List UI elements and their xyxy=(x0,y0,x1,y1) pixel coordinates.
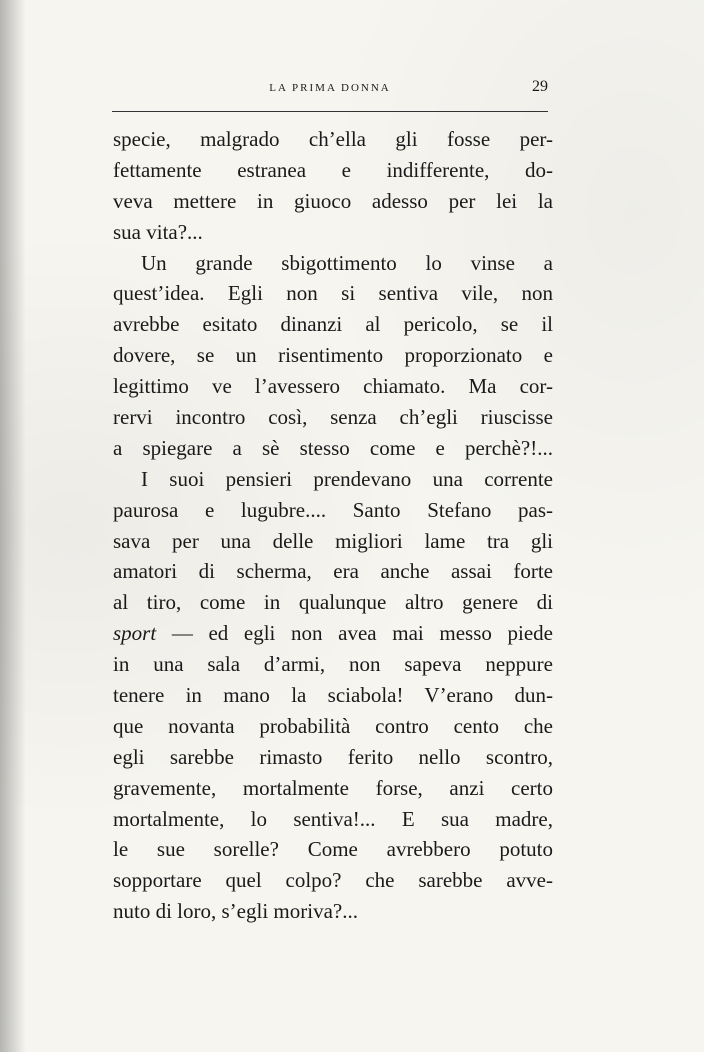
text-line: tenere in mano la sciabola! V’erano dun- xyxy=(113,683,553,708)
text-line: gravemente, mortalmente forse, anzi certo xyxy=(113,775,553,800)
text-line: le sue sorelle? Come avrebbero potuto xyxy=(113,837,553,862)
text-line: veva mettere in giuoco adesso per lei la xyxy=(113,188,553,213)
text-line: legittimo ve l’avessero chiamato. Ma cor- xyxy=(113,374,553,399)
text-line: avrebbe esitato dinanzi al pericolo, se il xyxy=(113,312,553,337)
text-line: mortalmente, lo sentiva!... E sua madre, xyxy=(113,806,553,831)
text-line: rervi incontro così, senza ch’egli riuscisse xyxy=(113,405,553,430)
text-line: in una sala d’armi, non sapeva neppure xyxy=(113,652,553,677)
page-number: 29 xyxy=(532,78,548,95)
text-line-with-italic xyxy=(113,618,553,649)
header-rule xyxy=(112,111,548,112)
text-line: sava per una delle migliori lame tra gli xyxy=(113,528,553,553)
running-head xyxy=(112,78,548,104)
italic-word-sport: sport xyxy=(113,621,157,646)
text-line: quest’idea. Egli non si sentiva vile, non xyxy=(113,281,553,306)
text-line: a spiegare a sè stesso come e perchè?!... xyxy=(113,435,553,460)
text-line-rest: — ed egli non avea mai messo piede xyxy=(156,621,553,646)
text-line: que novanta probabilità contro cento che xyxy=(113,713,553,738)
body-text xyxy=(113,124,553,927)
text-line: sua vita?... xyxy=(113,219,203,244)
text-line: dovere, se un risentimento proporzionato e xyxy=(113,343,553,368)
text-line: fettamente estranea e indifferente, do- xyxy=(113,157,553,182)
paragraph-start-line: I suoi pensieri prendevano una corrente xyxy=(141,466,553,491)
text-line: nuto di loro, s’egli moriva?... xyxy=(113,899,358,924)
text-line: egli sarebbe rimasto ferito nello scontro, xyxy=(113,744,553,769)
running-title: LA PRIMA DONNA xyxy=(269,82,391,94)
gutter-shadow xyxy=(0,0,26,1052)
text-line: specie, malgrado ch’ella gli fosse per- xyxy=(113,127,553,151)
paragraph-start-line: Un grande sbigottimento lo vinse a xyxy=(141,250,553,275)
text-line: amatori di scherma, era anche assai forte xyxy=(113,559,553,584)
text-line: al tiro, come in qualunque altro genere di xyxy=(113,590,553,615)
text-line: paurosa e lugubre.... Santo Stefano pas- xyxy=(113,497,553,522)
text-line: sopportare quel colpo? che sarebbe avve- xyxy=(113,868,553,893)
